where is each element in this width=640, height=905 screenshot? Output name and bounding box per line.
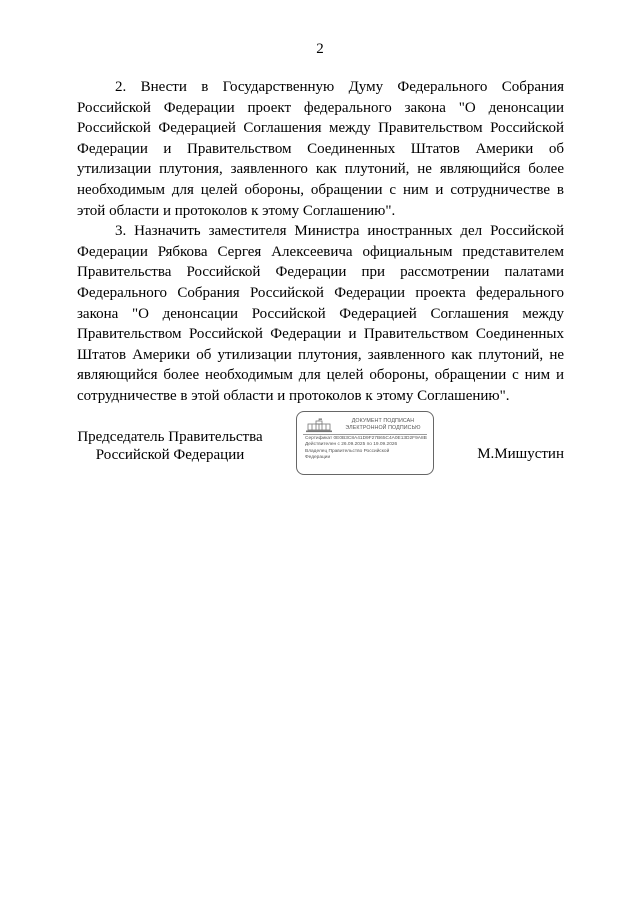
stamp-header [337, 418, 429, 431]
signer-position-line1: Председатель Правительства [77, 429, 263, 445]
paragraph-item-2: 2. Внести в Государственную Думу Федерального Собрания Российской Федерации проект федерального закона "О денонсации Российской Федерацией Соглашения между Правительством Российской Федерации и Правительством Соединенных Штатов Америки об утилизации плутония, заявленного как плутоний, не являющийся более необходимым для целей обороны, обращении с ним и сотрудничестве в этой области и протоколов к этому Соглашению". [77, 79, 564, 219]
signer-position [70, 428, 270, 464]
stamp-owner-line1: Владелец Правительство Российской [305, 448, 390, 454]
stamp-header-line1: ДОКУМЕНТ ПОДПИСАН [351, 418, 415, 424]
stamp-divider [303, 434, 427, 435]
signer-position-line2: Российской Федерации [95, 447, 245, 463]
document-body [77, 77, 564, 407]
stamp-details [305, 436, 429, 462]
stamp-validity: Действителен с 26.09.2025 по 19.09.2026 [305, 442, 398, 448]
stamp-header-line2: ЭЛЕКТРОННОЙ ПОДПИСЬЮ [345, 424, 421, 431]
paragraph-item-3: 3. Назначить заместителя Министра иностранных дел Российской Федерации Рябкова Сергея Алексеевича официальным представителем Правительства Российской Федерации при рассмотрении палатами Федерального Собрания Российской Федерации проекта федерального закона "О денонсации Российской Федерацией Соглашения между Правительством Российской Федерации и Правительством Соединенных Штатов Америки об утилизации плутония, заявленного как плутоний, не являющийся более необходимым для целей обороны, обращении с ним и сотрудничестве в этой области и протоколов к этому Соглашению". [77, 223, 564, 404]
signer-name: М.Мишустин [477, 446, 564, 462]
stamp-owner-line2: Федерации [305, 455, 331, 461]
stamp-certificate: Сертификат 0E0B3C8A41D9F27B65C4A0E13D2F9A8B [305, 436, 427, 441]
electronic-signature-stamp [296, 411, 434, 475]
government-building-icon [305, 418, 333, 433]
page-number: 2 [316, 41, 324, 57]
